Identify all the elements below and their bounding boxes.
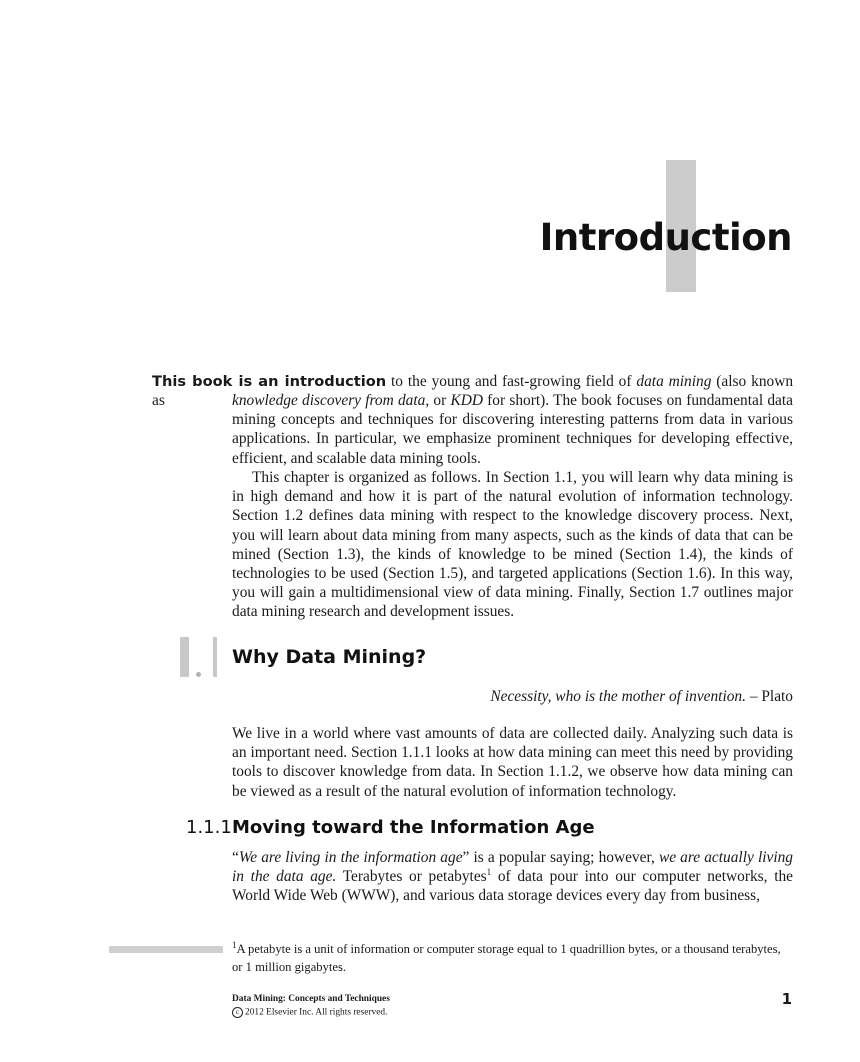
section-title: Why Data Mining? (232, 646, 427, 668)
intro-text: (also known as (152, 373, 794, 410)
intro-text: for short). The book focuses on fundamental data mining concepts and techniques for discovering interesting patterns from data in various applications. In particular, we emphasize prominent techniques for developing effective, efficient, and scalable data mining tools. (232, 392, 793, 467)
footnote-text: A petabyte is a unit of information or computer storage equal to 1 quadrillion bytes, or a thousand terabytes, or 1 million gigabytes. (232, 942, 781, 974)
footnote-ref: 1 (486, 867, 492, 878)
epigraph-author: – Plato (745, 688, 793, 705)
epigraph (490, 688, 793, 706)
text: “ (232, 849, 239, 866)
intro-paragraph-2: This chapter is organized as follows. In Section 1.1, you will learn why data mining is in high demand and how it is part of the natural evolution of information technology. Section 1.2 defines data mining with respect to the knowledge discovery process. Next, you will learn about data mining from many aspects, such as the kinds of data that can be mined (Section 1.3), the kinds of knowledge to be mined (Section 1.4), the kinds of technologies to be used (Section 1.5), and targeted applications (Section 1.6). In this way, you will gain a multidimensional view of data mining. Finally, Section 1.7 outlines major data mining research and development issues. (232, 469, 793, 621)
subsection-body (232, 848, 793, 906)
intro-text: to the young and fast-growing field of (386, 373, 637, 390)
footnote (232, 940, 793, 976)
footnote-rule (109, 946, 223, 953)
intro-paragraph-1-cont (232, 391, 793, 468)
footer-book-title: Data Mining: Concepts and Techniques (232, 994, 390, 1004)
section-number-dot (196, 672, 201, 677)
epigraph-quote: Necessity, who is the mother of invention. (490, 688, 746, 705)
section-number-bar (180, 637, 189, 677)
subsection-title: Moving toward the Information Age (232, 817, 595, 838)
text-italic: we are actually living in the data age. (232, 849, 793, 886)
intro-term-kdd: KDD (450, 392, 483, 409)
intro-lead-bold: This book is an introduction (152, 373, 387, 390)
intro-text: , or (425, 392, 451, 409)
text: Terabytes or petabytes (336, 868, 487, 886)
text: of data pour into our computer networks, the World Wide Web (WWW), and various data storage devices every day from business, (232, 868, 793, 905)
footer-copyright (232, 1007, 387, 1018)
footnote-mark: 1 (232, 939, 237, 950)
copyright-icon: c (232, 1007, 243, 1018)
intro-term-kdd-full: knowledge discovery from data (232, 392, 426, 409)
chapter-title: Introduction (539, 216, 792, 259)
section-number-bar (213, 637, 217, 677)
page-number: 1 (781, 990, 792, 1008)
subsection-number: 1.1.1 (186, 817, 232, 838)
text-italic: We are living in the information age (238, 849, 463, 866)
intro-term-dm: data mining (636, 373, 712, 390)
copyright-text: 2012 Elsevier Inc. All rights reserved. (245, 1007, 388, 1018)
text: ” is a popular saying; however, (462, 849, 659, 866)
section-body: We live in a world where vast amounts of data are collected daily. Analyzing such data is an important need. Section 1.1.1 looks at how data mining can meet this need by providing tools to discover knowledge from data. In Section 1.1.2, we observe how data mining can be viewed as a result of the natural evolution of information technology. (232, 725, 793, 800)
